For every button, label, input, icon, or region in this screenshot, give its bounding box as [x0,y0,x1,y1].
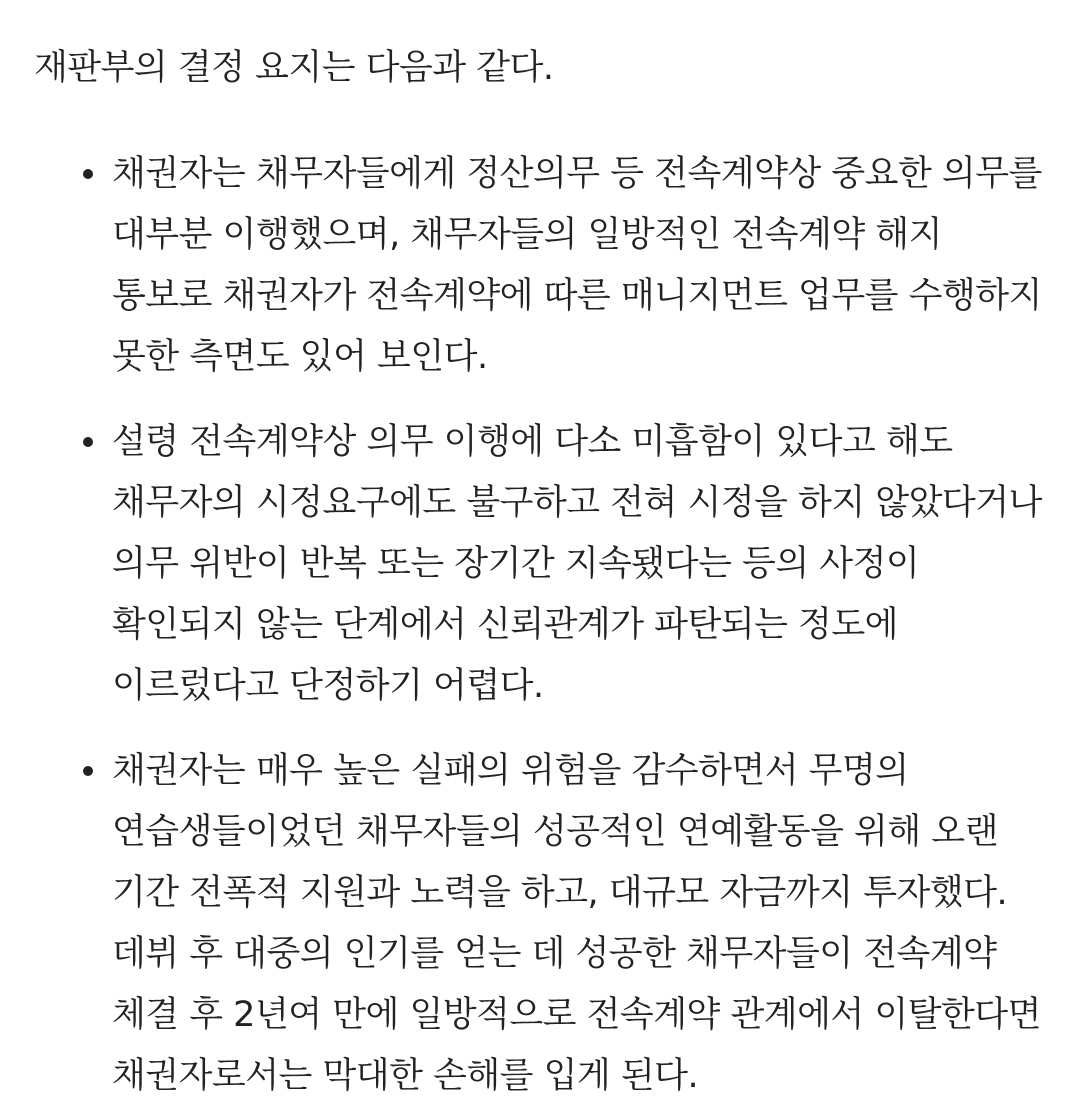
bullet-dot-icon [83,169,93,179]
intro-paragraph: 재판부의 결정 요지는 다음과 같다. [34,48,554,88]
list-item [34,741,1046,1107]
decision-summary-list [34,144,1046,1107]
list-item-text: 채권자는 매우 높은 실패의 위험을 감수하면서 무명의 연습생들이었던 채무자들의 성공적인 연예활동을 위해 오랜 기간 전폭적 지원과 노력을 하고, 대규모 자금까지 투자했다. 데뷔 후 대중의 인기를 얻는 데 성공한 채무자들이 전속계약 체결 후 2년여 만에 일방적으로 전속계약 관계에서 이탈한다면 채권자로서는 막대한 손해를 입게 된다. [112,751,1041,1096]
list-item [34,144,1046,388]
bullet-dot-icon [83,766,93,776]
list-item-text: 채권자는 채무자들에게 정산의무 등 전속계약상 중요한 의무를 대부분 이행했으며, 채무자들의 일방적인 전속계약 해지 통보로 채권자가 전속계약에 따른 매니지먼트 업무를 수행하지 못한 측면도 있어 보인다. [112,154,1042,377]
list-item-text: 설령 전속계약상 의무 이행에 다소 미흡함이 있다고 해도 채무자의 시정요구에도 불구하고 전혀 시정을 하지 않았다거나 의무 위반이 반복 또는 장기간 지속됐다는 등의 사정이 확인되지 않는 단계에서 신뢰관계가 파탄되는 정도에 이르렀다고 단정하기 어렵다. [112,422,1042,706]
list-item [34,412,1046,717]
bullet-dot-icon [83,437,93,447]
